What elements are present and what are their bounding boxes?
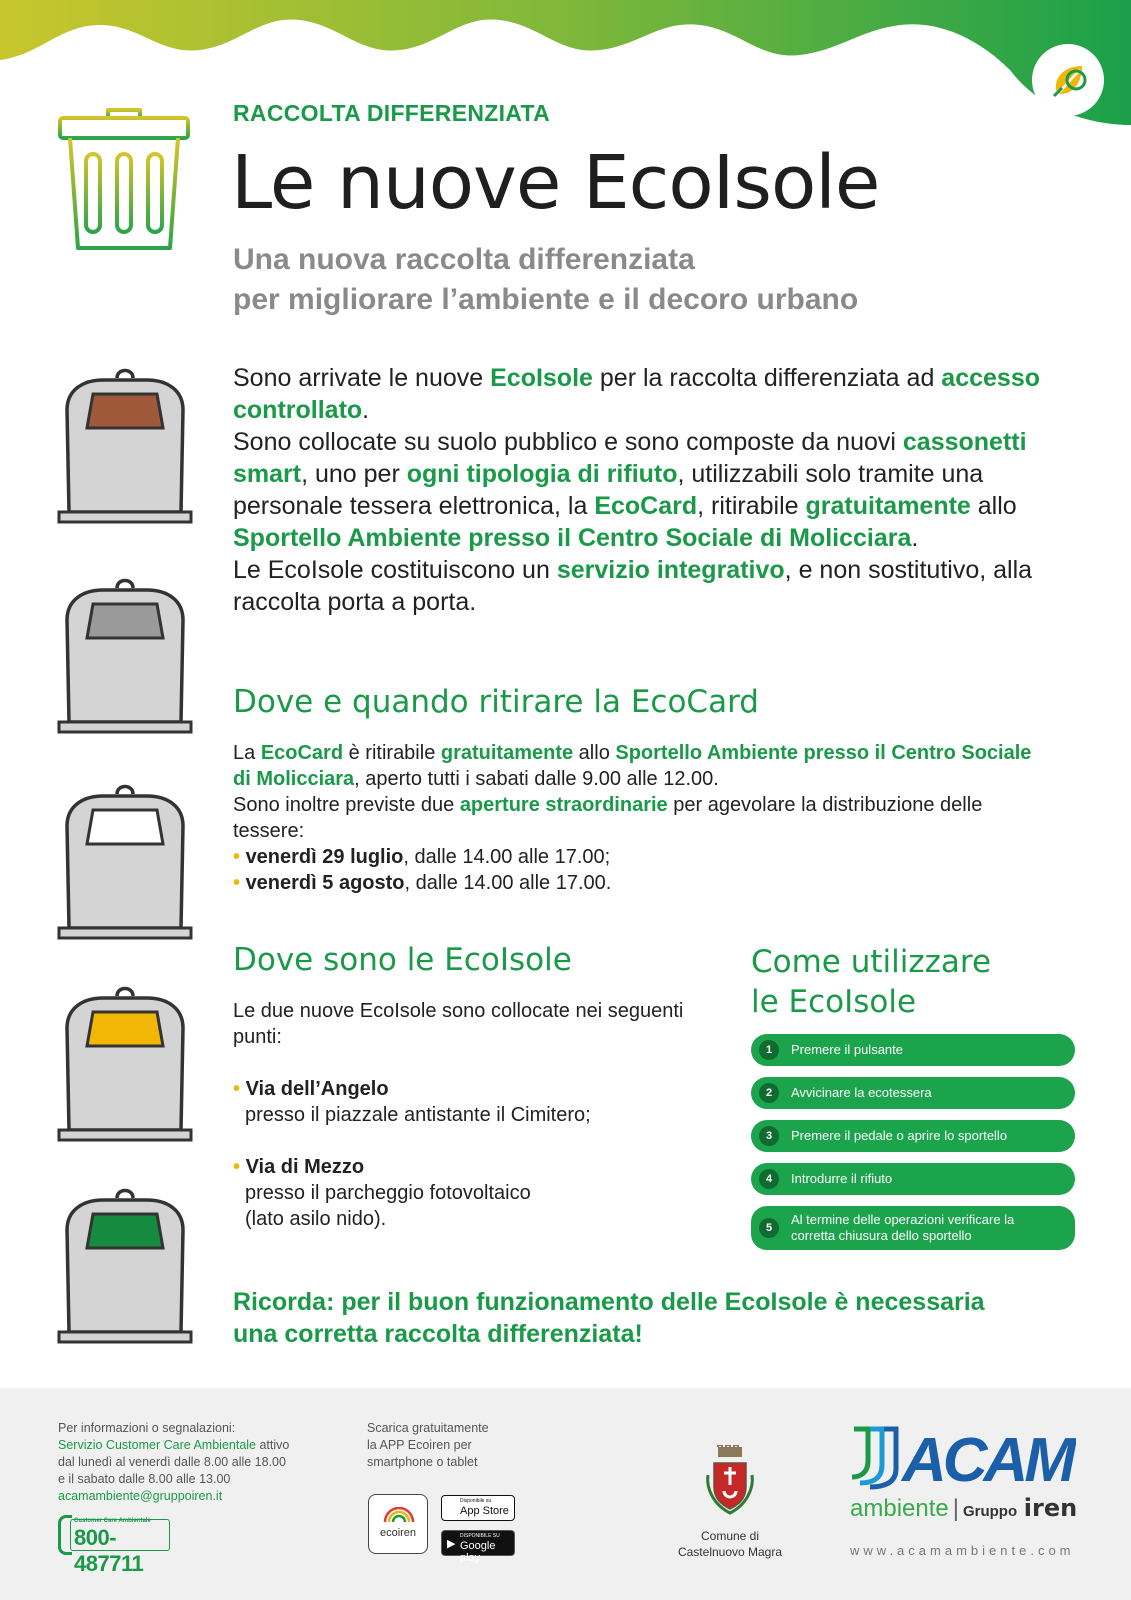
subtitle-line-2: per migliorare l’ambiente e il decoro urbano: [233, 283, 859, 316]
step-text: Al termine delle operazioni verificare la corretta chiusura dello sportello: [791, 1212, 1015, 1243]
trash-can-icon: [56, 104, 192, 254]
step-text: Premere il pedale o aprire lo sportello: [791, 1128, 1008, 1143]
app-line: la APP Ecoiren per: [367, 1438, 472, 1452]
acam-gruppo: Gruppo: [962, 1503, 1018, 1520]
page-subtitle: [233, 240, 858, 320]
bullet-dot-icon: •: [233, 1078, 246, 1100]
intro-paragraph-2: [233, 426, 1073, 554]
step-text: Premere il pulsante: [791, 1042, 903, 1057]
reminder-line-2: una corretta raccolta differenziata!: [233, 1320, 643, 1348]
location-name: Via dell’Angelo: [245, 1078, 389, 1100]
bullet-time: , dalle 14.00 alle 17.00.: [404, 872, 612, 894]
google-play-button[interactable]: [441, 1530, 515, 1564]
bullet-date: venerdì 5 agosto: [245, 872, 405, 894]
highlight: ogni tipologia di rifiuto: [406, 460, 678, 488]
acam-ambiente: ambiente: [850, 1495, 949, 1522]
text-run: Sono arrivate le nuove: [233, 364, 491, 392]
bullet-dot-icon: •: [233, 872, 246, 894]
smart-bin-icon: [57, 1182, 193, 1344]
acam-tagline: [850, 1494, 1077, 1523]
highlight: gratuitamente: [440, 742, 574, 764]
location-item: [233, 1154, 703, 1180]
store-big-label: Google play: [460, 1540, 496, 1564]
smart-bin-icon: [57, 572, 193, 734]
ecoiren-label: ecoiren: [379, 1527, 417, 1539]
location-item: [233, 1076, 703, 1102]
acam-logo: [850, 1425, 1076, 1495]
smart-bin-icon: [57, 362, 193, 524]
app-store-button[interactable]: [441, 1495, 515, 1521]
bullet-time: , dalle 14.00 alle 17.00;: [403, 846, 611, 868]
comune-name: [660, 1528, 800, 1560]
reminder-line-1: Ricorda: per il buon funzionamento delle EcoIsole è necessaria: [233, 1288, 985, 1316]
where-intro: Le due nuove EcoIsole sono collocate nei seguenti punti:: [233, 1000, 684, 1048]
acam-separator: |: [952, 1495, 959, 1522]
text-run: attivo: [256, 1438, 290, 1452]
iren-logo: iren: [1023, 1494, 1078, 1522]
text-run: , aperto tutti i sabati dalle 9.00 alle 12.00.: [354, 768, 719, 790]
info-line: Per informazioni o segnalazioni:: [58, 1421, 236, 1435]
highlight: EcoCard: [594, 492, 698, 520]
store-big-label: App Store: [460, 1505, 509, 1517]
location-detail: presso il piazzale antistante il Cimitero;: [245, 1104, 591, 1126]
step-item: [751, 1120, 1075, 1152]
spacer: [233, 1128, 703, 1154]
intro-text: [233, 362, 1073, 618]
text-run: Le EcoIsole costituiscono un: [233, 556, 557, 584]
text-run: allo: [573, 742, 616, 764]
highlight: accesso controllato: [233, 364, 1040, 424]
bullet-date: venerdì 29 luglio: [245, 846, 404, 868]
rainbow-icon: [383, 1507, 415, 1523]
intro-paragraph-3: [233, 554, 1073, 618]
info-line: dal lunedì al venerdì dalle 8.00 alle 18.00: [58, 1455, 286, 1469]
text-run: La: [233, 742, 261, 764]
smart-bin-icon: [57, 980, 193, 1142]
step-number: 1: [759, 1040, 779, 1060]
step-text: Introdurre il rifiuto: [791, 1171, 893, 1186]
steps-list: [751, 1034, 1075, 1261]
toll-free-number[interactable]: [58, 1515, 172, 1576]
text-run: allo: [970, 492, 1017, 520]
step-number: 4: [759, 1169, 779, 1189]
step-item: [751, 1034, 1075, 1066]
ecocard-bullet: [233, 870, 1033, 896]
text-run: , e non sostitutivo, alla raccolta porta a porta.: [233, 556, 1033, 616]
text-run: Sono inoltre previste due: [233, 794, 460, 816]
service-name: Servizio Customer Care Ambientale: [58, 1438, 256, 1452]
text-run: Sono collocate su suolo pubblico e sono composte da nuovi: [233, 428, 903, 456]
acam-wordmark: ACAM: [902, 1426, 1072, 1495]
location-detail: presso il parcheggio fotovoltaico: [245, 1182, 531, 1204]
app-line: smartphone o tablet: [367, 1455, 478, 1469]
text-run: per la raccolta differenziata ad: [592, 364, 942, 392]
kicker-label: RACCOLTA DIFFERENZIATA: [233, 100, 551, 126]
step-item: [751, 1077, 1075, 1109]
phone-label: Customer Care Ambientale: [74, 1518, 151, 1524]
location-name: Via di Mezzo: [245, 1156, 365, 1178]
app-info: [367, 1420, 537, 1471]
text-run: .: [362, 396, 370, 424]
info-line: [58, 1437, 318, 1454]
how-heading-line-2: le EcoIsole: [751, 984, 917, 1020]
play-icon: ▶: [447, 1538, 456, 1550]
ecocard-heading: Dove e quando ritirare la EcoCard: [233, 684, 759, 720]
step-number: 3: [759, 1126, 779, 1146]
comune-line-2: Castelnuovo Magra: [677, 1545, 783, 1559]
highlight: Sportello Ambiente presso il Centro Sociale di Molicciara: [233, 524, 912, 552]
how-heading-line-1: Come utilizzare: [751, 944, 992, 980]
step-number: 5: [759, 1218, 779, 1238]
highlight: EcoCard: [260, 742, 344, 764]
text-run: , uno per: [301, 460, 407, 488]
ecocard-bullet: [233, 844, 1033, 870]
ecocard-paragraph-2: [233, 792, 1033, 844]
ecocard-body: [233, 740, 1033, 896]
highlight: EcoIsole: [490, 364, 593, 392]
website-link[interactable]: www.acamambiente.com: [850, 1543, 1075, 1558]
step-number: 2: [759, 1083, 779, 1103]
text-run: , utilizzabili solo tramite una personale tessera elettronica, la: [233, 460, 984, 520]
footer-info: [58, 1420, 318, 1505]
phone-number: 800-487711: [74, 1525, 144, 1576]
how-heading: [751, 942, 991, 1022]
text-run: , ritirabile: [697, 492, 806, 520]
municipal-crest-icon: [704, 1445, 756, 1517]
where-heading: Dove sono le EcoIsole: [233, 942, 572, 978]
text-run: è ritirabile: [343, 742, 441, 764]
comune-line-1: Comune di: [700, 1529, 760, 1543]
text-run: .: [911, 524, 919, 552]
smart-bin-icon: [57, 778, 193, 940]
leaf-icon: [1032, 44, 1104, 116]
bullet-dot-icon: •: [233, 846, 246, 868]
location-detail-2: (lato asilo nido).: [245, 1208, 387, 1230]
highlight: gratuitamente: [805, 492, 971, 520]
store-small-label: DISPONIBILE SU: [460, 1533, 500, 1539]
email-link[interactable]: acamambiente@gruppoiren.it: [58, 1489, 223, 1503]
info-line: e il sabato dalle 8.00 alle 13.00: [58, 1472, 231, 1486]
highlight: aperture straordinarie: [459, 794, 668, 816]
page-title: Le nuove EcoIsole: [231, 140, 880, 226]
brand-badge: [1032, 44, 1104, 116]
step-item: [751, 1163, 1075, 1195]
bullet-dot-icon: •: [233, 1156, 246, 1178]
text-run: per agevolare la distribuzione delle tessere:: [233, 794, 983, 842]
ecocard-paragraph-1: [233, 740, 1033, 792]
highlight: Sportello Ambiente presso il Centro Sociale di Molicciara: [233, 742, 1032, 790]
where-body: [233, 998, 703, 1232]
intro-paragraph-1: [233, 362, 1073, 426]
reminder-text: [233, 1286, 1053, 1350]
step-text: Avvicinare la ecotessera: [791, 1085, 932, 1100]
highlight: servizio integrativo: [556, 556, 785, 584]
spacer: [233, 1050, 703, 1076]
highlight: cassonetti smart: [233, 428, 1027, 488]
step-item: [751, 1206, 1075, 1250]
app-line: Scarica gratuitamente: [367, 1421, 489, 1435]
store-small-label: Disponibile su: [460, 1498, 492, 1504]
subtitle-line-1: Una nuova raccolta differenziata: [233, 243, 695, 276]
ecoiren-app-icon[interactable]: [368, 1494, 428, 1554]
